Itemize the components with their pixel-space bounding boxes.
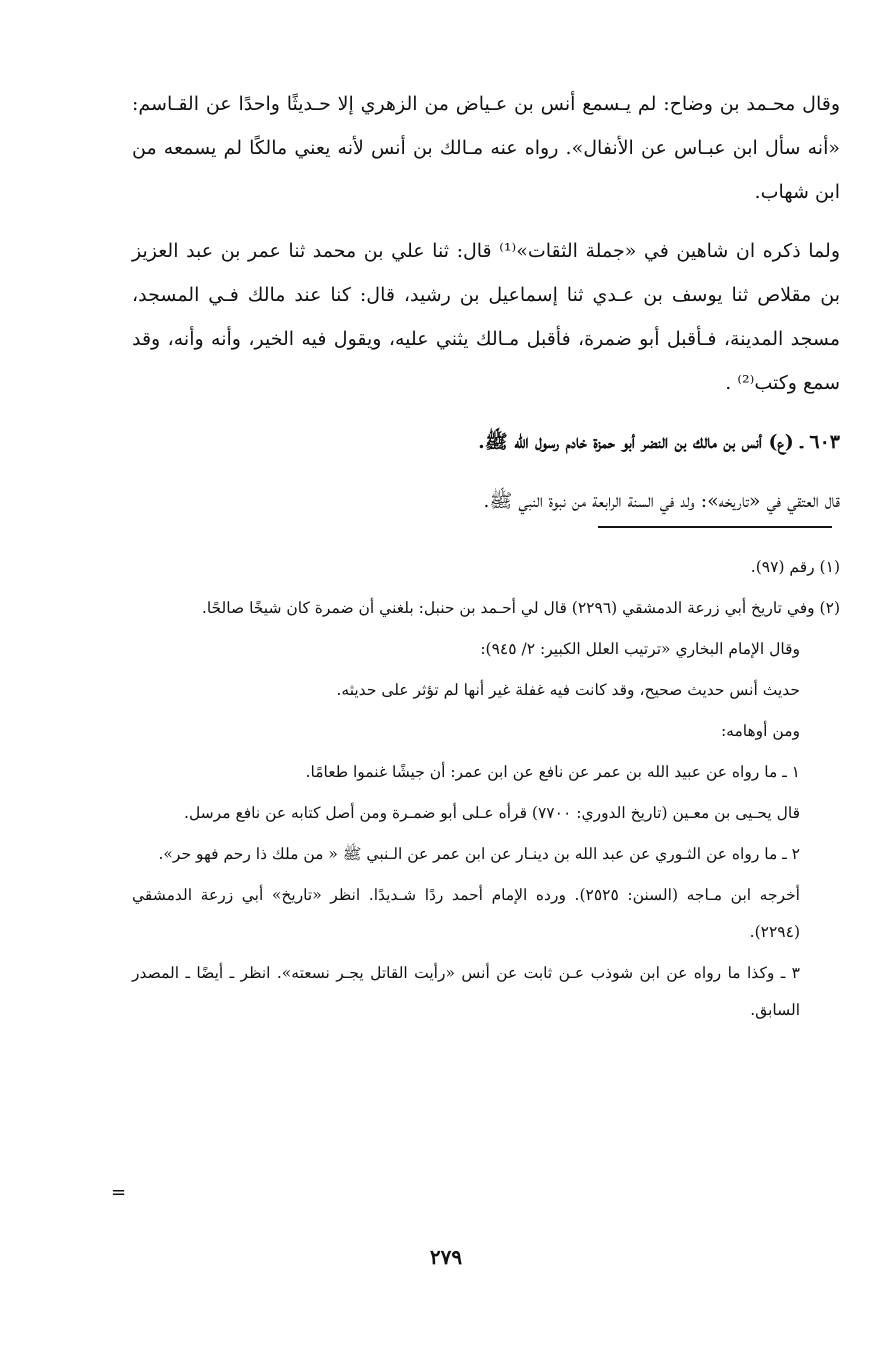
- footnote-2-item-1: ١ ـ ما رواه عن عبيد الله بن عمر عن نافع عن ابن عمر: أن جيشًا غنموا طعامًا.: [305, 763, 800, 781]
- continuation-mark: =: [111, 1182, 127, 1203]
- footnote-2-bukhari: وقال الإمام البخاري «ترتيب العلل الكبير: ٢/ ٩٤٥):: [480, 640, 800, 658]
- paragraph-anas-bin-iyad: وقال محـمد بن وضاح: لم يـسمع أنس بن عـياض من الزهري إلا حـديثًا واحدًا عن القـاسم: «أنه سأل ابن عبـاس عن الأنفال». رواه عنه مـالك بن أنس لأنه يعني مالكًا لم يسمعه من ابن شهاب.: [132, 93, 840, 203]
- main-text: [132, 82, 840, 538]
- paragraph-ibn-shahin: ولما ذكره ان شاهين في «جملة الثقات»⁽¹⁾ قال: ثنا علي بن محمد ثنا عمر بن عبد العزيز بن مقلاص ثنا يوسف بن عـدي ثنا إسماعيل بن رشيد، قال: كنا عند مالك فـي المسجد، مسجد المدينة، فـأقبل أبو ضمرة، فأقبل مـالك يثني عليه، ويقول فيه الخير، وأنه وأنه، وقد سمع وكتب⁽²⁾ .: [132, 240, 840, 394]
- footnotes: [132, 549, 840, 1033]
- footnote-1: (١) رقم (٩٧).: [750, 558, 840, 576]
- footnote-2-item-3: ٣ ـ وكذا ما رواه عن ابن شوذب عـن ثابت عن أنس «رأيت القاتل يجـر نسعته». انظر ـ أيضًا ـ المصدر السابق.: [132, 964, 800, 1019]
- entry-body-603: قال العتقي في «تاريخه»: ولد في السنة الرابعة من نبوة النبي ﷺ.: [483, 490, 840, 512]
- footnote-2-item-1-comment: قال يحـيى بن معـين (تاريخ الدوري: ٧٧٠٠) قرأه عـلى أبو ضمـرة ومن أصل كتابه عن نافع مرسل.: [184, 804, 800, 822]
- footnote-2-awham-heading: ومن أوهامه:: [720, 722, 800, 740]
- entry-heading-603: ٦٠٣ ـ (ع) أنس بن مالك بن النضر أبو حمزة خادم رسول الله ﷺ.: [478, 431, 840, 453]
- footnote-2: (٢) وفي تاريخ أبي زرعة الدمشقي (٢٢٩٦) قال لي أحـمد بن حنبل: بلغني أن ضمرة كان شيخًا صالحًا.: [201, 599, 840, 617]
- footnote-separator: [598, 526, 832, 528]
- footnote-2-item-2: ٢ ـ ما رواه عن الثـوري عن عبد الله بن دينـار عن ابن عمر عن الـنبي ﷺ « من ملك ذا رحم فهو حر».: [158, 845, 800, 863]
- footnote-2-bukhari-quote: حديث أنس حديث صحيح، وقد كانت فيه غفلة غير أنها لم تؤثر على حديثه.: [336, 681, 800, 699]
- footnote-2-item-2-comment: أخرجه ابن مـاجه (السنن: ٢٥٢٥). ورده الإمام أحمد ردًا شـديدًا. انظر «تاريخ» أبي زرعة الدمشقي (٢٢٩٤).: [132, 886, 800, 941]
- page-number: ٢٧٩: [429, 1245, 463, 1269]
